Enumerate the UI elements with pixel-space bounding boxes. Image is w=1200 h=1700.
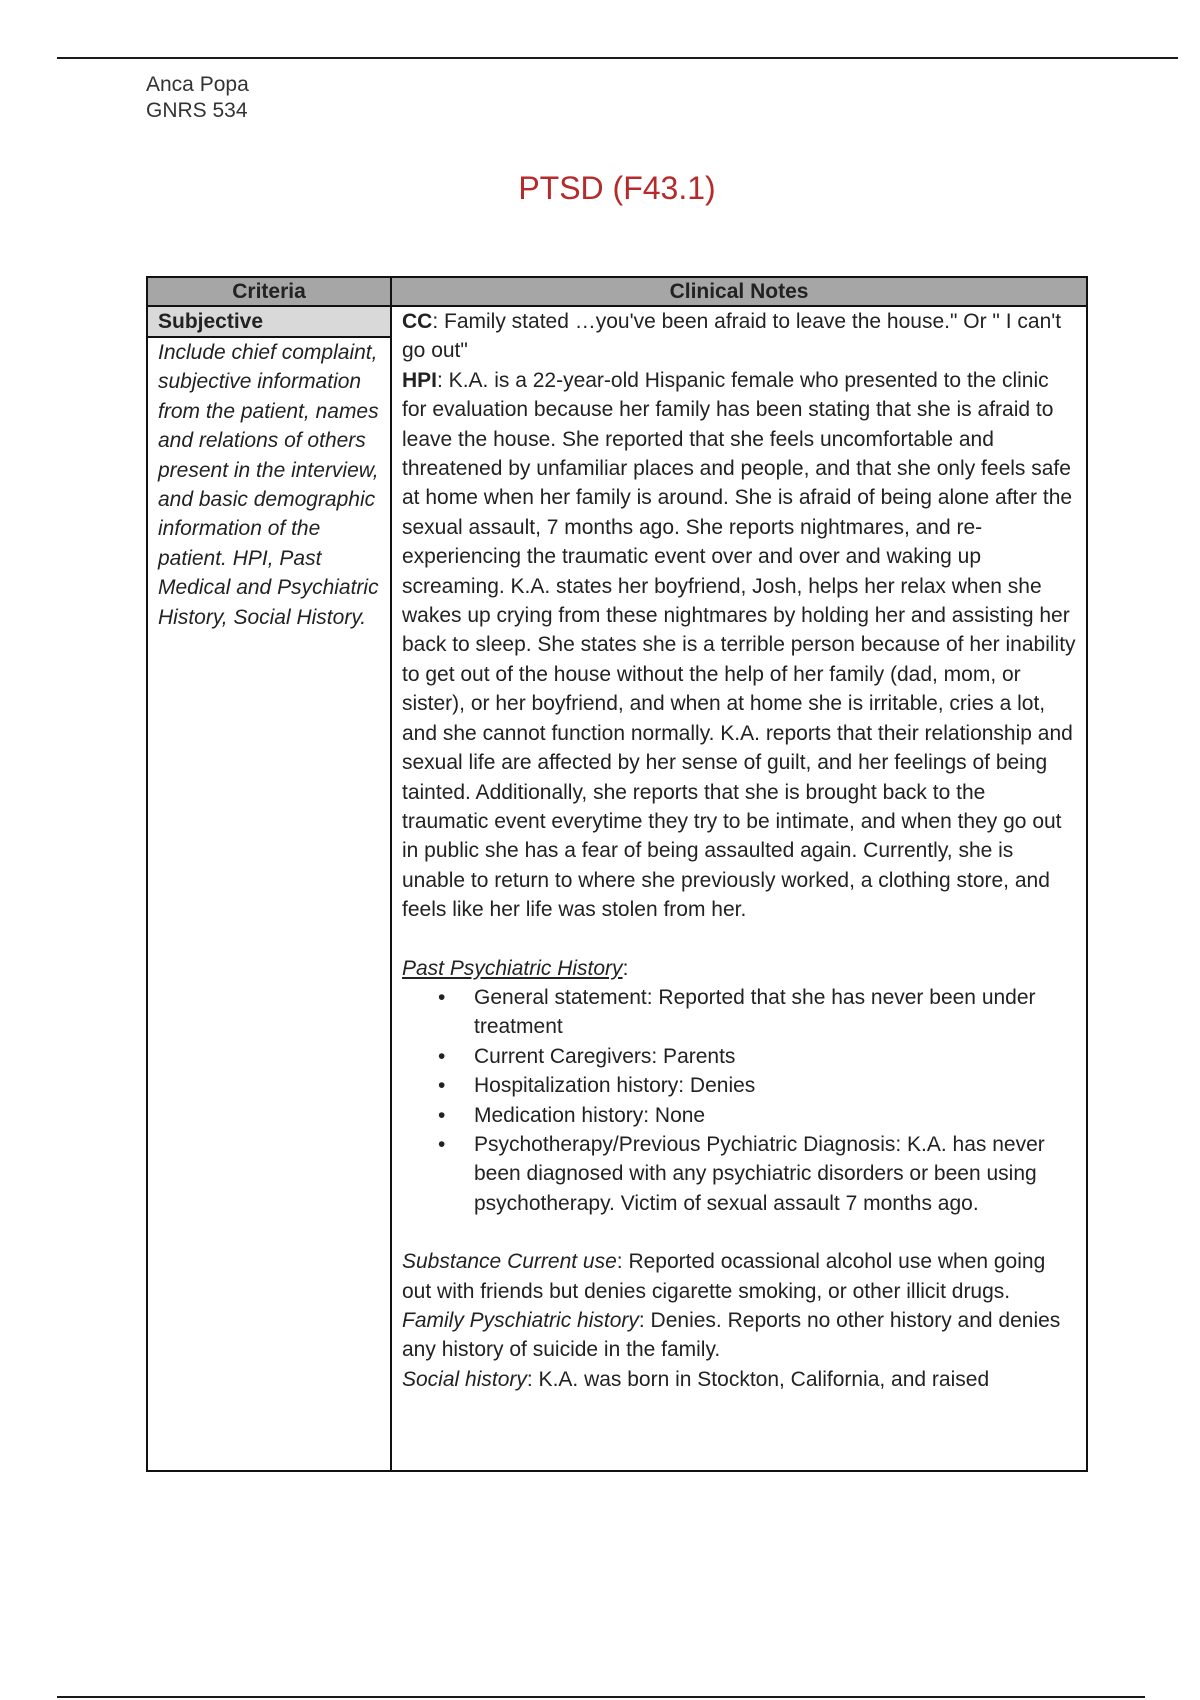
list-item: • Hospitalization history: Denies (474, 1071, 1076, 1100)
substance-use (402, 1247, 1076, 1306)
past-psych-label: Past Psychiatric History (402, 956, 623, 980)
criteria-cell (147, 306, 391, 1471)
soap-table (146, 276, 1088, 1472)
subjective-row (147, 306, 1087, 1471)
family-label: Family Pyschiatric history (402, 1309, 639, 1332)
past-psych-colon: : (622, 956, 629, 980)
list-item: • Psychotherapy/Previous Pychiatric Diagnosis: K.A. has never been diagnosed with any psychiatric disorders or been using psychotherapy. Victim of sexual assault 7 months ago. (474, 1130, 1076, 1218)
author-block (146, 72, 249, 124)
course-code: GNRS 534 (146, 99, 248, 122)
hpi-text: : K.A. is a 22-year-old Hispanic female who presented to the clinic for evaluation because her family has been stating that she is afraid to leave the house. She reported that she feels uncomfortable and threatened by unfamiliar places and people, and that she only feels safe at home when her family is around. She is afraid of being alone after the sexual assault, 7 months ago. She reports nightmares, and re-experiencing the traumatic event over and over and waking up screaming. K.A. states her boyfriend, Josh, helps her relax when she wakes up crying from these nightmares by holding her and assisting her back to sleep. She states she is a terrible person because of her inability to get out of the house without the help of her family (dad, mom, or sister), or her boyfriend, and when at home she is irritable, cries a lot, and she cannot function normally. K.A. reports that their relationship and sexual life are affected by her sense of guilt, and her feelings of being tainted. Additionally, she reports that she is brought back to the traumatic event everytime they try to be intimate, and when they go out in public she has a fear of being assaulted again. Currently, she is unable to return to where she previously worked, a clothing store, and feels like her life was stolen from her. (402, 368, 1076, 922)
hpi (402, 366, 1076, 925)
social-label: Social history (402, 1367, 527, 1391)
table-header-row (147, 277, 1087, 306)
cc-text: : Family stated …you've been afraid to leave the house." Or " I can't go out" (402, 310, 1062, 363)
list-item: • General statement: Reported that she has never been under treatment (474, 983, 1076, 1042)
past-psychiatric-heading (402, 954, 1076, 983)
top-rule (57, 57, 1178, 59)
clinical-notes-header: Clinical Notes (391, 277, 1087, 306)
family-text: : Denies. Reports no other history and denies any history of suicide in the family. (402, 1309, 1061, 1362)
past-psych-list (402, 983, 1076, 1218)
subjective-label: Subjective (148, 307, 390, 338)
document-title: PTSD (F43.1) (518, 170, 716, 206)
substance-text: : Reported ocassional alcohol use when going out with friends but denies cigarette smoking, or other illicit drugs. (402, 1250, 1046, 1303)
list-item: • Medication history: None (474, 1101, 1076, 1130)
bottom-rule (57, 1696, 1145, 1698)
hpi-label: HPI (402, 368, 438, 392)
author-name: Anca Popa (146, 73, 249, 96)
clinical-notes-cell (391, 306, 1087, 1471)
list-item: • Current Caregivers: Parents (474, 1042, 1076, 1071)
family-history (402, 1306, 1076, 1365)
social-history (402, 1365, 1076, 1394)
chief-complaint (402, 307, 1076, 366)
substance-label: Substance Current use (402, 1250, 617, 1274)
spacer (402, 925, 1076, 954)
social-text: : K.A. was born in Stockton, California, and raised (526, 1367, 990, 1391)
criteria-header: Criteria (147, 277, 391, 306)
subjective-description: Include chief complaint, subjective information from the patient, names and relations of others present in the interview, and basic demographic information of the patient. HPI, Past Medical and Psychiatric History, Social History. (158, 341, 379, 629)
spacer (402, 1218, 1076, 1247)
cc-label: CC (402, 310, 433, 333)
